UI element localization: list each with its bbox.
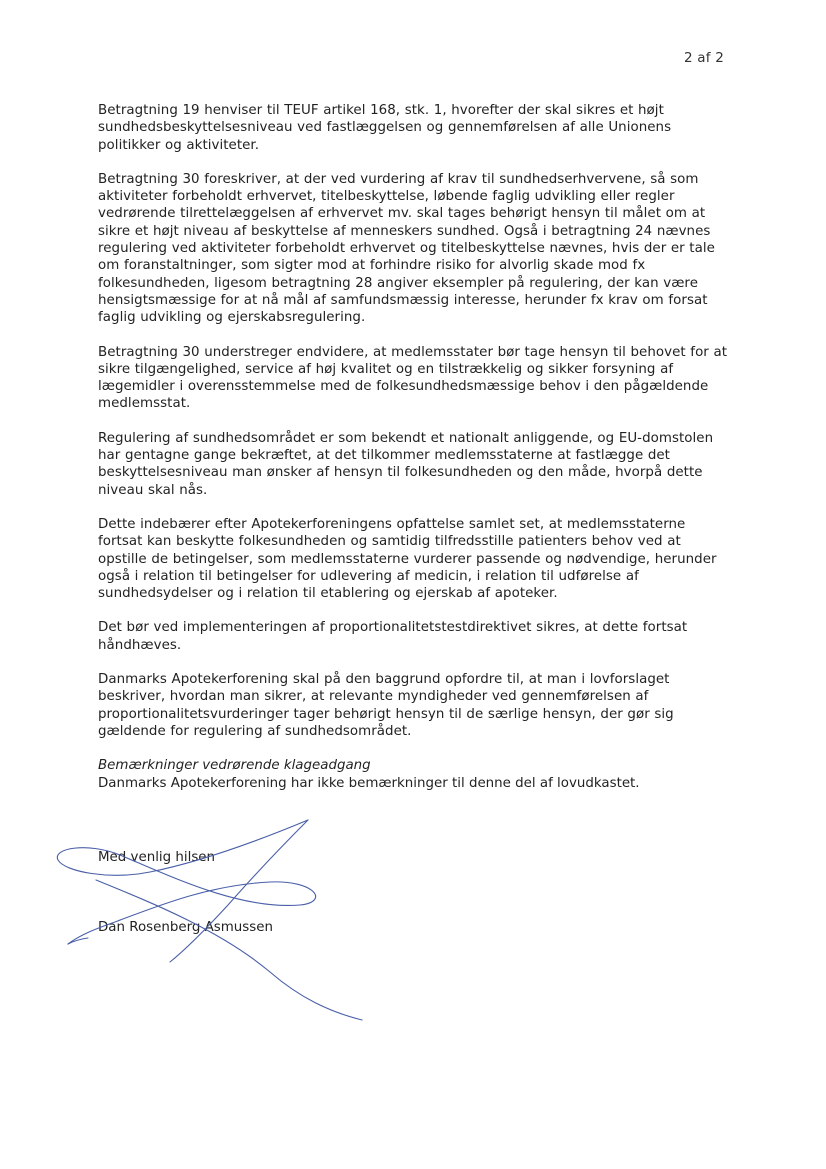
letter-body: [98, 102, 728, 792]
paragraph-6: Det bør ved implementeringen af proportionalitetstestdirektivet sikres, at dette fortsat håndhæves.: [98, 620, 688, 653]
page-number: 2 af 2: [684, 50, 724, 66]
paragraph-5: Dette indebærer efter Apotekerforeningens opfattelse samlet set, at medlemsstaterne fortsat kan beskytte folkesundheden og samtidig tilfredsstille patienters behov ved at opstille de betingelser, som medlemsstaterne vurderer passende og nødvendige, herunder også i relation til betingelser for udlevering af medicin, i relation til udførelse af sundhedsydelser og i relation til etablering og ejerskab af apoteker.: [98, 516, 717, 602]
paragraph-3: Betragtning 30 understreger endvidere, at medlemsstater bør tage hensyn til behovet for at sikre tilgængelighed, service af høj kvalitet og en tilstrækkelig og sikker forsyning af lægemidler i overensstemmelse med de folkesundhedsmæssige behov i den pågældende medlemsstat.: [98, 344, 728, 412]
signer-name: Dan Rosenberg Asmussen: [98, 920, 273, 935]
section-heading: Bemærkninger vedrørende klageadgang: [98, 758, 371, 774]
complaint-access-section: [98, 757, 728, 792]
paragraph-4: Regulering af sundhedsområdet er som bekendt et nationalt anliggende, og EU-domstolen har gentagne gange bekræftet, at det tilkommer medlemsstaterne at fastlægge det beskyttelsesniveau man ønsker af hensyn til folkesundheden og den måde, hvorpå dette niveau skal nås.: [98, 430, 714, 498]
closing-greeting: Med venlig hilsen: [98, 850, 216, 865]
paragraph-1: Betragtning 19 henviser til TEUF artikel 168, stk. 1, hvorefter der skal sikres et højt sundhedsbeskyttelsesniveau ved fastlæggelsen og gennemførelsen af alle Unionens politikker og aktiviteter.: [98, 103, 672, 153]
section-text: Danmarks Apotekerforening har ikke bemærkninger til denne del af lovudkastet.: [98, 775, 640, 791]
paragraph-2: Betragtning 30 foreskriver, at der ved vurdering af krav til sundhedserhvervene, så som aktiviteter forbeholdt erhvervet, titelbeskyttelse, løbende faglig udvikling eller regler vedrørende tilrettelæggelsen af erhvervet mv. skal tages behørigt hensyn til målet om at sikre et højt niveau af beskyttelse af menneskers sundhed. Også i betragtning 24 nævnes regulering ved aktiviteter forbeholdt erhvervet og titelbeskyttelse nævnes, hvis der er tale om foranstaltninger, som sigter mod at forhindre risiko for alvorlig skade mod fx folkesundheden, ligesom betragtning 28 angiver eksempler på regulering, der kan være hensigtsmæssige for at nå mål af samfundsmæssig interesse, herunder fx krav om forsat faglig udvikling og ejerskabsregulering.: [98, 171, 715, 326]
paragraph-7: Danmarks Apotekerforening skal på den baggrund opfordre til, at man i lovforslaget beskriver, hvordan man sikrer, at relevante myndigheder ved gennemførelsen af proportionalitetsvurderinger tager behørigt hensyn til de særlige hensyn, der gør sig gældende for regulering af sundhedsområdet.: [98, 672, 674, 739]
